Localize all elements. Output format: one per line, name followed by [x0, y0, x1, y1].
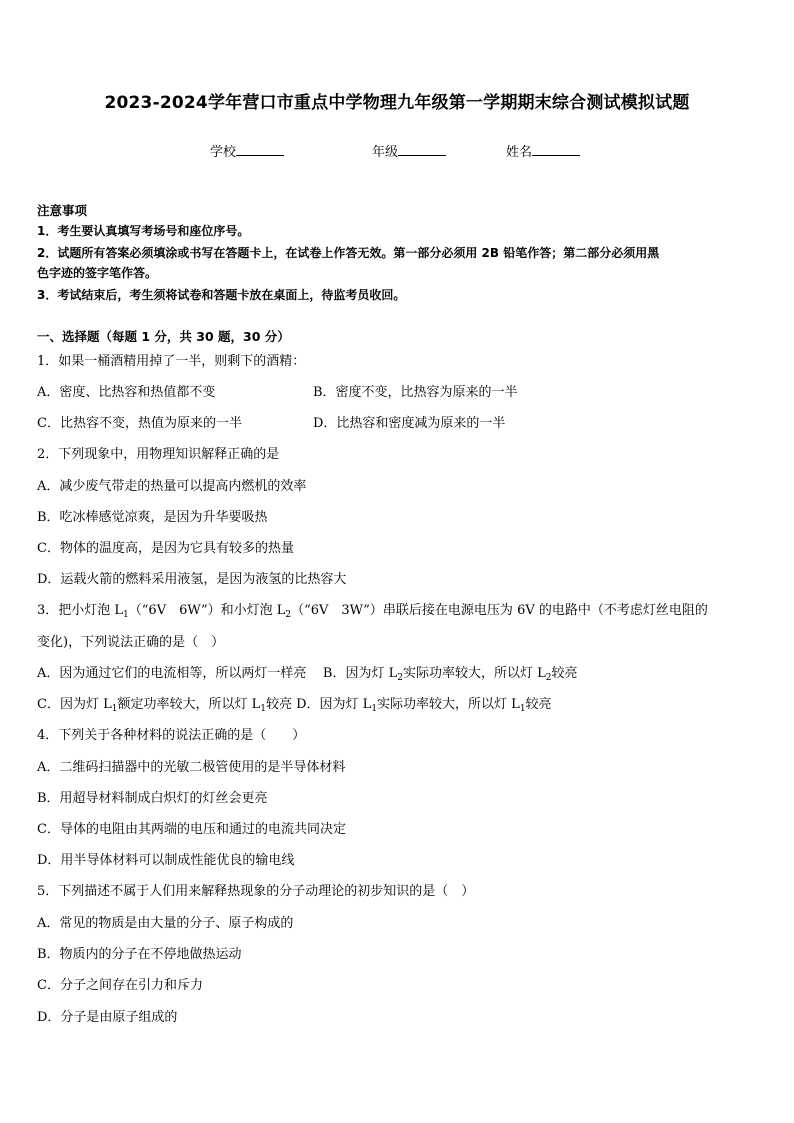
- q1-option-d: D．比热容和密度减为原来的一半: [313, 416, 506, 431]
- q3-stem-line1: [37, 603, 708, 619]
- q2-option-d: D．运载火箭的燃料采用液氢，是因为液氢的比热容大: [37, 572, 347, 587]
- page-title: 2023-2024学年营口市重点中学物理九年级第一学期期末综合测试模拟试题: [104, 93, 690, 113]
- grade-blank: [398, 143, 446, 156]
- q3-option-c-part2: 额定功率较大，所以灯 L: [117, 697, 261, 712]
- q5-option-c: C．分子之间存在引力和斥力: [37, 978, 203, 993]
- notice-heading: 注意事项: [37, 203, 88, 218]
- q4-option-d: D．用半导体材料可以制成性能优良的输电线: [37, 853, 295, 868]
- notice-item-2: 2．试题所有答案必须填涂或书写在答题卡上，在试卷上作答无效。第一部分必须用 2B 铅笔作答；第二部分必须用黑: [37, 246, 660, 260]
- notice-item-3: 3．考试结束后，考生须将试卷和答题卡放在桌面上，待监考员收回。: [37, 288, 406, 302]
- q3-option-c: [37, 697, 292, 712]
- q3-stem-part1: 3．把小灯泡 L: [37, 603, 124, 618]
- q1-option-b: B．密度不变，比热容为原来的一半: [313, 385, 518, 400]
- school-blank: [236, 143, 284, 156]
- q3-option-b-sub2: 2: [545, 673, 552, 683]
- q3-option-b-part1: B．因为灯 L: [322, 666, 398, 681]
- name-blank: [532, 143, 580, 156]
- name-label: 姓名: [506, 145, 533, 160]
- q3-stem-line2: 变化)，下列说法正确的是（ ）: [37, 635, 225, 650]
- q2-option-a: A．减少废气带走的热量可以提高内燃机的效率: [37, 479, 307, 494]
- q2-stem: 2．下列现象中，用物理知识解释正确的是: [37, 447, 280, 462]
- q4-stem: 4．下列关于各种材料的说法正确的是（ ）: [37, 728, 306, 743]
- q1-stem: 1．如果一桶酒精用掉了一半，则剩下的酒精：: [37, 354, 306, 369]
- q3-option-c-part3: 较亮: [265, 697, 292, 712]
- q3-option-c-sub1: 1: [111, 704, 118, 714]
- q5-option-a: A．常见的物质是由大量的分子、原子构成的: [37, 916, 294, 931]
- school-label: 学校: [210, 145, 237, 160]
- q3-subscript-2: 2: [285, 610, 292, 620]
- q3-stem-part2: （“6V 6W”）和小灯泡 L: [128, 603, 286, 618]
- q3-row2: [37, 697, 552, 713]
- q4-option-a: A．二维码扫描器中的光敏二极管使用的是半导体材料: [37, 760, 346, 775]
- q2-option-c: C．物体的温度高，是因为它具有较多的热量: [37, 541, 294, 556]
- q1-row1: [37, 385, 757, 401]
- notice-item-1: 1．考生要认真填写考场号和座位序号。: [37, 224, 250, 238]
- q3-option-d-sub2: 1: [519, 704, 526, 714]
- q5-option-d: D．分子是由原子组成的: [37, 1010, 178, 1025]
- q1-row2: [37, 416, 757, 432]
- q5-stem: 5．下列描述不属于人们用来解释热现象的分子动理论的初步知识的是（ ）: [37, 884, 475, 899]
- q5-option-b: B．物质内的分子在不停地做热运动: [37, 947, 242, 962]
- q3-row1: [37, 666, 578, 682]
- q1-option-c: C．比热容不变，热值为原来的一半: [37, 416, 242, 431]
- q3-option-d-part1: D．因为灯 L: [296, 697, 372, 712]
- grade-field: [372, 141, 446, 160]
- q3-option-c-part1: C．因为灯 L: [37, 697, 112, 712]
- q1-option-a: A．密度、比热容和热值都不变: [37, 385, 216, 400]
- q3-option-d-part2: 实际功率较大，所以灯 L: [377, 697, 520, 712]
- q3-option-b-part2: 实际功率较大，所以灯 L: [402, 666, 546, 681]
- q3-option-b-sub1: 2: [397, 673, 403, 683]
- q3-option-a: A．因为通过它们的电流相等，所以两灯一样亮: [37, 666, 307, 681]
- q2-option-b: B．吃冰棒感觉凉爽，是因为升华要吸热: [37, 510, 268, 525]
- notice-item-2-cont: 色字迹的签字笔作答。: [37, 266, 158, 280]
- q3-subscript-1: 1: [123, 610, 129, 620]
- school-field: [210, 141, 284, 160]
- grade-label: 年级: [372, 145, 399, 160]
- q3-option-d-part3: 较亮: [525, 697, 552, 712]
- q3-option-d-sub1: 1: [371, 704, 378, 714]
- section-heading: 一、选择题（每题 1 分，共 30 题，30 分）: [37, 329, 290, 344]
- q3-option-d: [296, 697, 551, 712]
- q3-option-c-sub2: 1: [260, 704, 266, 714]
- q4-option-b: B．用超导材料制成白炽灯的灯丝会更亮: [37, 791, 268, 806]
- q3-stem-part3: （“6V 3W”）串联后接在电源电压为 6V 的电路中（不考虑灯丝电阻的: [291, 603, 708, 618]
- name-field: [506, 141, 580, 160]
- q3-option-b-part3: 较亮: [551, 666, 578, 681]
- q3-option-b: [323, 666, 578, 681]
- q4-option-c: C．导体的电阻由其两端的电压和通过的电流共同决定: [37, 822, 346, 837]
